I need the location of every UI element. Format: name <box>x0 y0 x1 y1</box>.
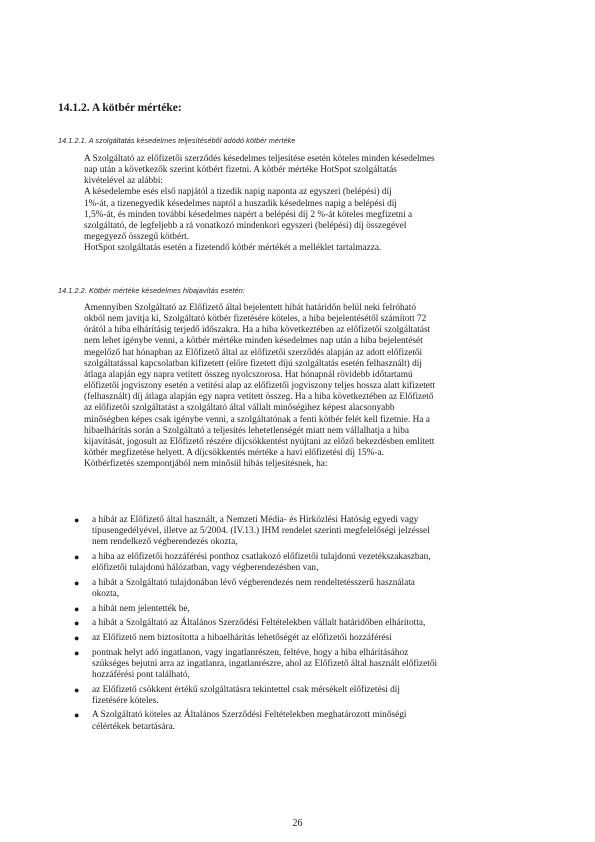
subsection-1-body-line: A Szolgáltató az előfizetői szerződés késedelmes teljesítése esetén köteles minden késedelmes <box>84 154 435 164</box>
subsection-2-body-line: Kötbérfizetés szempontjából nem minősül hibás teljesítésnek, ha: <box>84 459 328 470</box>
subsection-2-body-line: előfizetői jogviszony esetén a vetítési alap az előfizetői jogviszony teljes hossza alatt kifizetett <box>84 381 436 392</box>
subsection-1-body-line: A késedelembe esés első napjától a tizedik napig naponta az egyszeri (belépési) díj <box>84 187 392 198</box>
list-item-line: az Előfizető nem biztosította a hibaelhárítás lehetőségét az előfizetői hozzáférési <box>92 632 392 643</box>
bullet-icon: ● <box>74 577 80 588</box>
subsection-1-body-line: nap után a következők szerint kötbért fizetni. A kötbér mértéke HotSpot szolgáltatás <box>84 165 397 176</box>
list-item-line: okozta, <box>92 588 120 599</box>
bullet-icon: ● <box>74 647 80 658</box>
list-item-line: célértékek betartására. <box>92 721 176 732</box>
subsection-2-body <box>84 303 524 470</box>
list-item-line: hozzáférési pont található, <box>92 669 190 680</box>
bullet-icon: ● <box>74 515 80 525</box>
subsection-1-body <box>84 154 524 254</box>
subsection-2-body-line: kötbér megfizetése helyett. A díjcsökkentés mértéke a havi előfizetési díj 15%-a. <box>84 448 384 459</box>
list-item-line: fizetésére köteles. <box>92 695 159 706</box>
subsection-2-body-line: az előfizetői szolgáltatást a szolgáltató által vállalt minőségihez képest alacsonyabb <box>84 403 395 414</box>
subsection-2-body-line: órától a hiba elhárításig terjedő időszakra. Ha a hiba következtében az előfizetői szolgáltatást <box>84 325 431 336</box>
subsection-2-body-line: (felhasznált) díj átlaga alapján egy napra vetített összeg. Ha a hiba következtében az Előfizető <box>84 392 434 403</box>
list-item-line: A Szolgáltató köteles az Általános Szerződési Feltételekben meghatározott minőségi <box>92 710 407 721</box>
list-item <box>60 604 530 615</box>
bullet-icon: ● <box>74 551 80 562</box>
list-item <box>60 618 530 629</box>
subsection-1-body-line: 1,5%-át, és minden további késedelmes napért a belépési díj 2 %-át köteles megfizetni a <box>84 209 413 220</box>
list-item <box>60 685 530 707</box>
list-item-line: a hiba az előfizetői hozzáférési ponthoz csatlakozó előfizetői tulajdonú vezetékszakaszban, <box>92 551 431 562</box>
bullet-icon: ● <box>74 632 80 643</box>
list-item-line: a hibát nem jelentették be, <box>92 603 190 614</box>
list-item-line: szükséges bejutni arra az ingatlanra, ingatlanrészre, ahol az Előfizető által használt előfizetői <box>92 658 438 669</box>
list-item <box>60 633 530 644</box>
subsection-1-body-line: megegyező összegű kötbért. <box>84 232 190 243</box>
bullet-icon: ● <box>74 603 80 614</box>
subsection-2-body-line: Amennyiben Szolgáltató az Előfizető által bejelentett hibát határidőn belül neki felróható <box>84 303 416 313</box>
subsection-2-body-line: nem lehet igénybe venni, a kötbér mértéke minden késedelmes nap után a hiba bejelentését <box>84 336 423 347</box>
subsection-2-body-line: minőségben képes csak igénybe venni, a szolgáltatónak a fenti kötbér felét kell fizetnie. Ha a <box>84 414 430 425</box>
subsection-1-body-line: 1%-át, a tizenegyedik késedelmes naptól a huszadik késedelmes napig a belépési díj <box>84 198 397 209</box>
subsection-1-body-line: szolgáltató, de legfeljebb a rá vonatkozó mindenkori egyszeri (belépési) díj összegével <box>84 220 407 231</box>
subsection-2-body-line: megelőző hat hónapban az Előfizető által az előfizetői szerződés alapján az adott előfizetői <box>84 347 423 358</box>
bullet-icon: ● <box>74 684 80 695</box>
exception-list <box>60 515 530 736</box>
page-number: 26 <box>292 818 303 829</box>
list-item-line: a hibát az Előfizető által használt, a Nemzeti Média- és Hírközlési Hatóság egyedi vagy <box>92 515 419 525</box>
list-item-line: a hibát a Szolgáltató az Általános Szerződési Feltételekben vállalt határidőben elhárította, <box>92 618 426 629</box>
subsection-2-body-line: hibaelhárítás során a Szolgáltató a teljesítés lehetetlenségét miatt nem vállalhatja a hiba <box>84 425 410 436</box>
bullet-icon: ● <box>74 710 80 721</box>
subsection-heading-1: 14.1.2.1. A szolgáltatás késedelmes teljesítéséből adódó kötbér mértéke <box>58 136 296 145</box>
list-item <box>60 648 530 681</box>
list-item <box>60 552 530 574</box>
subsection-1-body-line: HotSpot szolgáltatás esetén a fizetendő kötbér mértékét a melléklet tartalmazza. <box>84 243 382 254</box>
subsection-1-body-line: kivételével az alábbi: <box>84 176 163 187</box>
subsection-heading-2: 14.1.2.2. Kötbér mértéke késedelmes hibajavítás esetén: <box>58 286 245 295</box>
list-item <box>60 515 530 548</box>
list-item-line: előfizetői tulajdonú hálózatban, vagy végberendezésben van, <box>92 563 319 574</box>
subsection-2-body-line: átlaga alapján egy napra vetített összeg nyolcszorosa. Hat hónapnál rövidebb időtartamú <box>84 369 413 380</box>
subsection-2-body-line: szolgáltatással kapcsolatban kifizetett (előre fizetett díjú szolgáltatás esetén felhasznált) díj <box>84 358 422 369</box>
list-item-line: az Előfizető csökkent értékű szolgáltatásra tekintettel csak mérsékelt előfizetési díj <box>92 684 400 695</box>
list-item-line: nem rendelkező végberendezés okozta, <box>92 537 238 548</box>
list-item-line: típusengedélyével, illetve az 5/2004. (IV.13.) IHM rendelet szerinti megfelelőségi jelzéssel <box>92 526 430 537</box>
list-item-line: a hibát a Szolgáltató tulajdonában lévő végberendezés nem rendeltetésszerű használata <box>92 577 415 588</box>
bullet-icon: ● <box>74 618 80 629</box>
section-heading: 14.1.2. A kötbér mértéke: <box>58 102 182 114</box>
list-item-line: pontnak helyt adó ingatlanon, vagy ingatlanrészen, feltéve, hogy a hiba elhárításához <box>92 647 409 658</box>
subsection-2-body-line: kijavítását, jogosult az Előfizető részére díjcsökkentést nyújtani az előző bekezdésben említett <box>84 436 435 447</box>
subsection-2-body-line: okból nem javítja ki, Szolgáltató kötbér fizetésére köteles, a hiba bejelentésétől számított 72 <box>84 314 427 325</box>
list-item <box>60 578 530 600</box>
list-item <box>60 710 530 732</box>
